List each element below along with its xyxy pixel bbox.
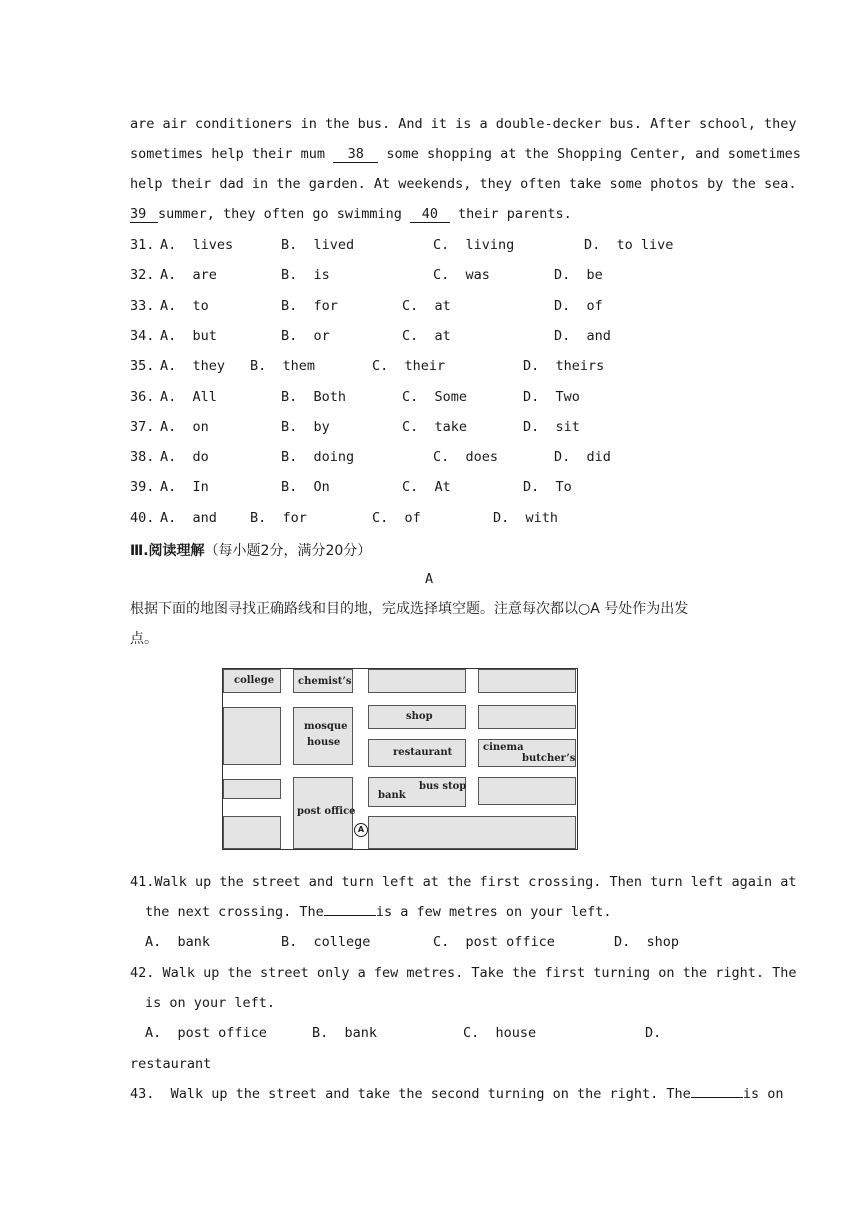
map-label: butcher’s (522, 753, 576, 764)
option-d: D. (645, 1025, 662, 1041)
map-block (368, 669, 466, 693)
map-block (223, 779, 281, 799)
option-a: A. on (160, 418, 209, 435)
question-41-cont (145, 903, 612, 921)
passage-line (130, 145, 801, 163)
map-label: college (234, 675, 275, 686)
option-c: C. at (402, 327, 451, 344)
answer-blank: 40 (410, 207, 450, 223)
option-d: D. of (554, 297, 603, 314)
map-block (478, 777, 576, 805)
map-block (223, 816, 281, 849)
question-number: 33. (130, 297, 155, 314)
passage-line: help their dad in the garden. At weekends, they often take some photos by the sea. (130, 176, 797, 192)
section-title: Ⅲ.阅读理解 (130, 543, 205, 559)
option-a: A. In (160, 479, 209, 496)
map-label: mosque (304, 721, 348, 732)
option-d: D. to live (584, 237, 674, 253)
instruction: 点。 (130, 631, 158, 647)
option-c: C. take (402, 418, 468, 435)
start-marker-a: A (354, 823, 368, 837)
question-text: is a few metres on your left. (375, 904, 612, 920)
question-number: 32. (130, 267, 155, 284)
option-b: B. by (281, 418, 330, 435)
option-b: B. them (250, 358, 316, 375)
passage-text: their parents. (449, 206, 572, 222)
question-text: 43. Walk up the street and take the second turning on the right. The (130, 1086, 691, 1102)
question-41: 41.Walk up the street and turn left at the first crossing. Then turn left again at (130, 874, 797, 890)
section-note: （每小题2分，满分20分） (204, 543, 372, 559)
map-block-bank (368, 777, 466, 807)
option-b: B. Both (281, 388, 347, 405)
question-42: 42. Walk up the street only a few metres. Take the first turning on the right. The (130, 965, 797, 981)
question-42-cont: is on your left. (145, 995, 276, 1011)
option-c: C. living (433, 237, 515, 253)
map-label: restaurant (393, 747, 453, 758)
map-block-restaurant (368, 739, 466, 767)
map-block-post-office (293, 777, 356, 849)
passage-text: some shopping at the Shopping Center, and sometimes (378, 146, 801, 162)
option-a: A. they (160, 358, 226, 375)
passage-text: summer, they often go swimming (158, 206, 402, 222)
map-label: house (307, 737, 341, 748)
answer-blank (691, 1097, 743, 1098)
option-d: D. shop (614, 934, 680, 950)
option-c: C. does (433, 449, 499, 466)
option-a: A. do (160, 449, 209, 466)
map-label: bank (378, 790, 406, 801)
option-d: D. did (554, 449, 611, 466)
map-label: cinema (483, 742, 524, 753)
question-number: 37. (130, 418, 155, 435)
option-d: D. sit (523, 418, 580, 435)
map-block (368, 816, 576, 849)
option-c: C. house (463, 1025, 537, 1041)
question-number: 34. (130, 327, 155, 344)
answer-blank (324, 915, 376, 916)
question-text: the next crossing. The (145, 904, 324, 920)
option-d: D. theirs (523, 358, 605, 375)
option-b: B. is (281, 267, 330, 284)
option-c: C. of (372, 509, 421, 526)
section-heading (130, 540, 371, 560)
option-a: A. but (160, 327, 217, 344)
option-d: D. To (523, 479, 572, 496)
question-number: 40. (130, 509, 155, 526)
question-text: is on (742, 1086, 784, 1102)
map-block-chemists (293, 669, 353, 693)
map-label: post office (297, 806, 356, 817)
option-b: B. doing (281, 449, 355, 466)
option-d-cont: restaurant (130, 1056, 212, 1072)
map-block-mosque-house (293, 707, 353, 765)
map-block-cinema (478, 739, 576, 767)
question-number: 39. (130, 479, 155, 496)
option-a: A. are (160, 267, 217, 284)
question-number: 36. (130, 388, 155, 405)
question-43 (130, 1085, 783, 1103)
question-number: 31. (130, 237, 155, 253)
option-d: D. and (554, 327, 611, 344)
option-b: B. for (281, 297, 338, 314)
answer-blank: 39 (130, 207, 158, 223)
option-a: A. and (160, 509, 217, 526)
option-c: C. their (372, 358, 446, 375)
passage-line (130, 205, 572, 223)
option-d: D. Two (523, 388, 580, 405)
map-label: bus stop (419, 781, 467, 792)
option-c: C. Some (402, 388, 468, 405)
map-block (478, 669, 576, 693)
option-a: A. bank (145, 934, 211, 950)
option-d: D. be (554, 267, 603, 284)
option-c: C. post office (433, 934, 555, 950)
map-label: shop (406, 711, 433, 722)
instruction: 根据下面的地图寻找正确路线和目的地，完成选择填空题。注意每次都以○A 号处作为出发 (130, 601, 689, 617)
passage-text: sometimes help their mum (130, 146, 334, 162)
answer-blank: 38 (333, 147, 378, 163)
street-map (222, 668, 578, 850)
option-a: A. post office (145, 1025, 267, 1041)
map-block-college (223, 669, 281, 693)
option-c: C. at (402, 297, 451, 314)
passage-line: are air conditioners in the bus. And it is a double-decker bus. After school, they (130, 116, 797, 132)
option-c: C. At (402, 479, 451, 496)
map-block (223, 707, 281, 765)
option-b: B. lived (281, 237, 355, 253)
part-label: A (425, 571, 434, 587)
question-number: 35. (130, 358, 155, 375)
option-d: D. with (493, 509, 559, 526)
option-c: C. was (433, 267, 490, 284)
option-a: A. lives (160, 237, 234, 253)
option-a: A. to (160, 297, 209, 314)
map-block-shop (368, 705, 466, 729)
option-b: B. On (281, 479, 330, 496)
option-a: A. All (160, 388, 217, 405)
option-b: B. for (250, 509, 307, 526)
map-label: chemist’s (298, 676, 352, 687)
option-b: B. or (281, 327, 330, 344)
option-b: B. bank (312, 1025, 378, 1041)
option-b: B. college (281, 934, 371, 950)
map-block (478, 705, 576, 729)
question-number: 38. (130, 449, 155, 466)
